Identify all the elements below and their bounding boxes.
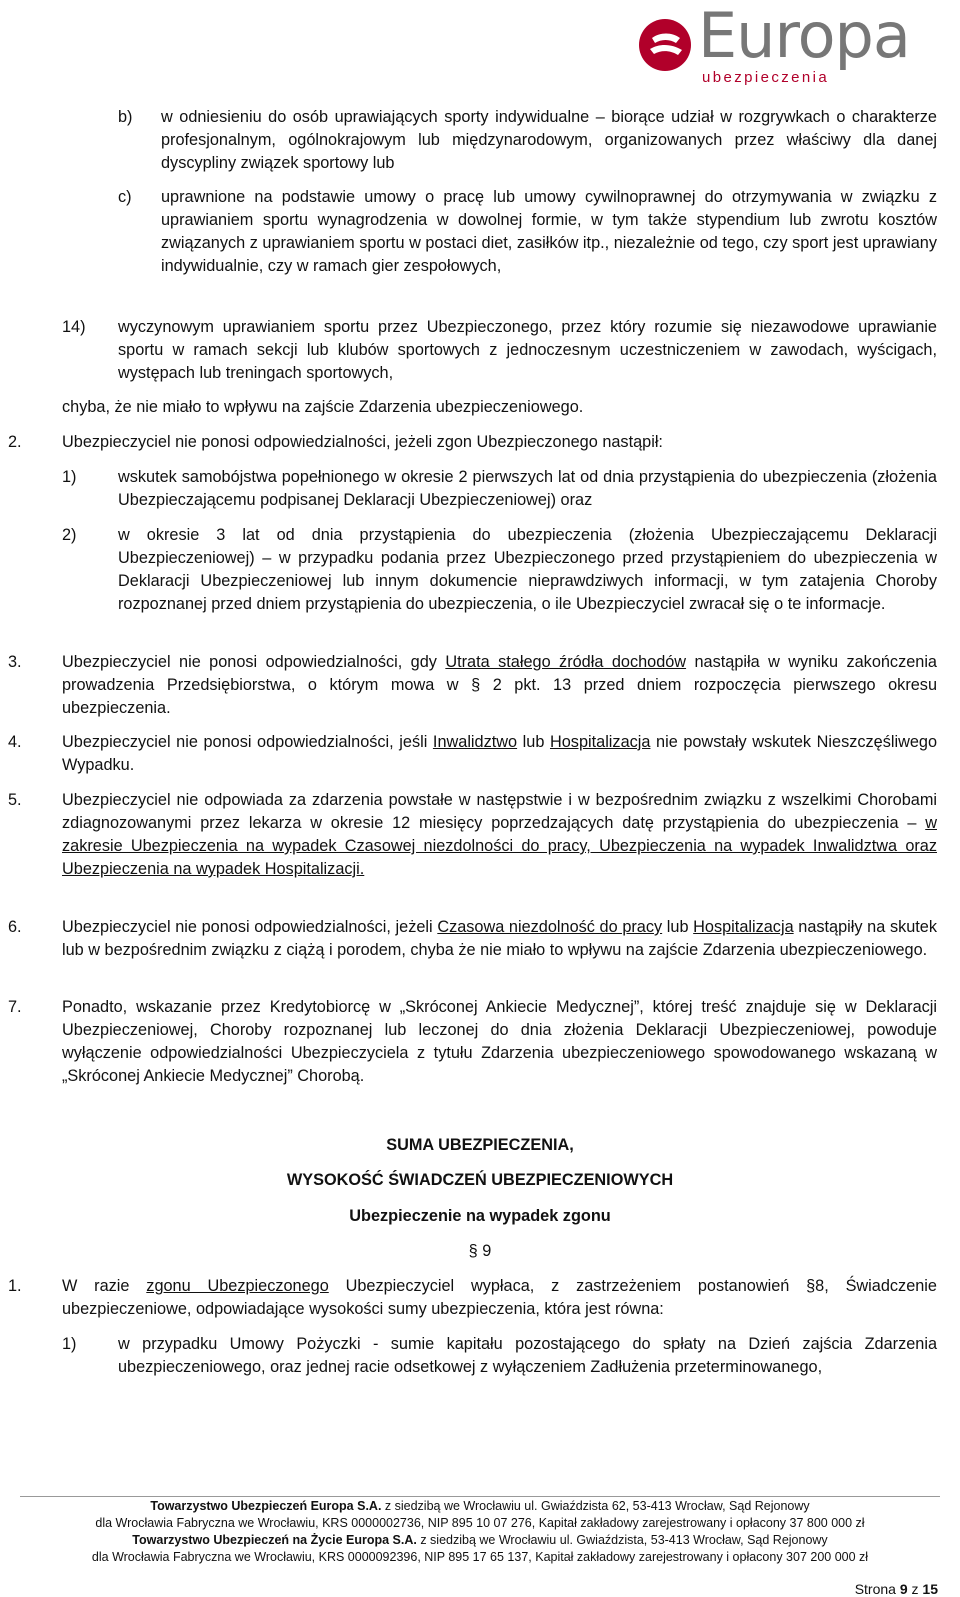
term-zgon-ubezpieczonego: zgonu Ubezpieczonego [146,1277,329,1295]
item-6-text-c: nastąpiły na skutek lub w bezpośrednim związku z ciążą i porodem, chyba że nie miało to wpływu na zajście Zdarzenia ubezpieczeniowego. [62,918,937,959]
item-c-text: uprawnione na podstawie umowy o pracę lub umowy cywilnoprawnej do otrzymywania w związku z uprawianiem sportu wynagrodzenia w dowolnej formie, w tym także stypendium lub zwrotu kosztów związanych z uprawianiem sportu w postaci diet, zasiłków itp., niezależnie od tego, czy sport jest uprawiany indywidualnie, czy w ramach gier zespołowych, [161,188,937,275]
section-1-text-a: W razie [62,1277,147,1295]
item-5-underlined-scope: w zakresie Ubezpieczenia na wypadek Czasowej niezdolności do pracy, Ubezpieczenia na wypadek Inwalidztwa oraz Ubezpieczenia na wypadek Hospitalizacji. [62,814,937,878]
footer-line-2: dla Wrocławia Fabryczna we Wrocławiu, KRS 0000002736, NIP 895 10 07 276, Kapitał zakładowy zarejestrowany i opłacony 37 800 000 zł [95,1516,865,1530]
section-heading-zgon: Ubezpieczenie na wypadek zgonu [349,1207,611,1225]
list-marker-5: 5. [8,791,22,809]
footer-company-1: Towarzystwo Ubezpieczeń Europa S.A. [150,1499,382,1513]
list-marker-7: 7. [8,998,22,1016]
section-1-text [62,1275,937,1321]
list-marker-3: 3. [8,653,22,671]
term-czasowa-niezdolnosc: Czasowa niezdolność do pracy [437,918,663,936]
item-7-text: Ponadto, wskazanie przez Kredytobiorcę w „Skróconej Ankiecie Medycznej”, której treść znajduje się w Deklaracji Ubezpieczeniowej, Choroby rozpoznanej lub leczonej do dnia złożenia Deklaracji Ubezpieczeniowej, powoduje wyłączenie odpowiedzialności Ubezpieczyciela z tytułu Zdarzenia ubezpieczeniowego spowodowanego wskazaną w „Skróconej Ankiecie Medycznej” Chorobą. [62,998,937,1085]
list-marker-b: b) [118,108,133,126]
section-1-1-text: w przypadku Umowy Pożyczki - sumie kapitału pozostającego do spłaty na Dzień zajścia Zdarzenia ubezpieczeniowego, oraz jednej racie odsetkowej z wyłączeniem Zadłużenia przeterminowanego, [118,1335,937,1376]
footer-line-1 [20,1498,940,1515]
item-2-text: Ubezpieczyciel nie ponosi odpowiedzialności, jeżeli zgon Ubezpieczonego nastąpił: [62,433,663,451]
footer-line-1-rest: z siedzibą we Wrocławiu ul. Gwiaździsta 62, 53-413 Wrocław, Sąd Rejonowy [381,1499,810,1513]
page-label: Strona [854,1581,896,1597]
page-number [855,1581,938,1597]
company-footer [20,1496,940,1566]
item-b-text: w odniesieniu do osób uprawiających sporty indywidualne – biorące udział w rozgrywkach o charakterze profesjonalnym, ogólnokrajowym lub międzynarodowym, organizowanych przez właściwy dla danej dyscypliny związek sportowy lub [161,108,937,172]
footer-line-3-rest: z siedzibą we Wrocławiu ul. Gwiaździsta, 53-413 Wrocław, Sąd Rejonowy [416,1533,828,1547]
logo-brand-name: Europa [698,0,910,72]
section-1-text-b: Ubezpieczyciel wypłaca, z zastrzeżeniem postanowień §8, Świadczenie ubezpieczeniowe, odpowiadające wysokości sumy ubezpieczenia, która jest równa: [62,1277,937,1318]
item-3-text-b: nastąpiła w wyniku zakończenia prowadzenia Przedsiębiorstwa, o którym mowa w § 2 pkt. 13 przed dniem rozpoczęcia pierwszego okresu ubezpieczenia. [62,653,937,717]
list-marker-c: c) [118,188,132,206]
term-hospitalizacja-2: Hospitalizacja [693,918,794,936]
item-5-text-a: Ubezpieczyciel nie odpowiada za zdarzenia powstałe w następstwie i w bezpośrednim związku z wszelkimi Chorobami zdiagnozowanymi przez lekarza w okresie 12 miesięcy poprzedzających datę przystąpienia do ubezpieczenia – [62,791,937,832]
term-utrata-zrodla-dochodow: Utrata stałego źródła dochodów [445,653,687,671]
section-heading-wysokosc: WYSOKOŚĆ ŚWIADCZEŃ UBEZPIECZENIOWYCH [286,1171,674,1189]
item-4-text-a: Ubezpieczyciel nie ponosi odpowiedzialności, jeśli [62,733,433,751]
term-hospitalizacja: Hospitalizacja [549,733,651,751]
item-2-1-text: wskutek samobójstwa popełnionego w okresie 2 pierwszych lat od dnia przystąpienia do ubezpieczenia (złożenia Ubezpieczającemu podpisanej Deklaracji Ubezpieczeniowej) oraz [118,468,937,509]
page-current: 9 [899,1581,908,1597]
section-heading-suma: SUMA UBEZPIECZENIA, [386,1136,574,1154]
list-marker-2: 2. [8,433,22,451]
logo-tagline: ubezpieczenia [702,69,830,86]
item-6-text [62,916,937,962]
item-chyba-text: chyba, że nie miało to wpływu na zajście Zdarzenia ubezpieczeniowego. [62,398,584,416]
item-4-text-b: lub [517,733,550,751]
footer-line-3 [20,1532,940,1549]
page-total: 15 [922,1581,938,1597]
footer-line-4: dla Wrocławia Fabryczna we Wrocławiu, KRS 0000092396, NIP 895 17 65 137, Kapitał zakładowy zarejestrowany i opłacony 307 200 000 zł [91,1550,869,1564]
item-3-text-a: Ubezpieczyciel nie ponosi odpowiedzialności, gdy [62,653,446,671]
item-2-2-text: w okresie 3 lat od dnia przystąpienia do ubezpieczenia (złożenia Ubezpieczającemu Deklaracji Ubezpieczeniowej) – w przypadku podania przez Ubezpieczonego przed przystąpieniem do ubezpieczenia w Deklaracji Ubezpieczeniowej lub innym dokumencie nieprawdziwych informacji, w tym zatajenia Choroby rozpoznanej przed dniem przystąpienia do ubezpieczenia, o ile Ubezpieczyciel zwracał się o te informacje. [118,526,937,613]
list-marker-4: 4. [8,733,22,751]
page-sep: z [911,1581,919,1597]
list-marker-s1: 1. [8,1277,22,1295]
item-4-text [62,731,937,777]
paragraph-sign: § 9 [468,1242,492,1260]
footer-company-2: Towarzystwo Ubezpieczeń na Życie Europa S.A. [132,1533,417,1547]
item-6-text-b: lub [662,918,694,936]
list-marker-14: 14) [62,318,86,336]
item-5-text [62,789,937,881]
europa-logo [636,0,936,86]
list-marker-6: 6. [8,918,22,936]
item-14-text: wyczynowym uprawianiem sportu przez Ubezpieczonego, przez który rozumie się niezawodowe uprawianie sportu w ramach sekcji lub klubów sportowych z jednoczesnym uczestniczeniem w zawodach, wyścigach, występach lub treningach sportowych, [118,318,937,382]
list-marker-2-1: 1) [62,468,77,486]
item-3-text [62,651,937,720]
item-4-text-c: nie powstały wskutek Nieszczęśliwego Wypadku. [62,733,937,774]
list-marker-2-2: 2) [62,526,77,544]
term-inwalidztwo: Inwalidztwo [432,733,518,751]
item-6-text-a: Ubezpieczyciel nie ponosi odpowiedzialności, jeżeli [62,918,438,936]
list-marker-s1-1: 1) [62,1335,77,1353]
europa-logo-mark-icon [636,16,694,74]
